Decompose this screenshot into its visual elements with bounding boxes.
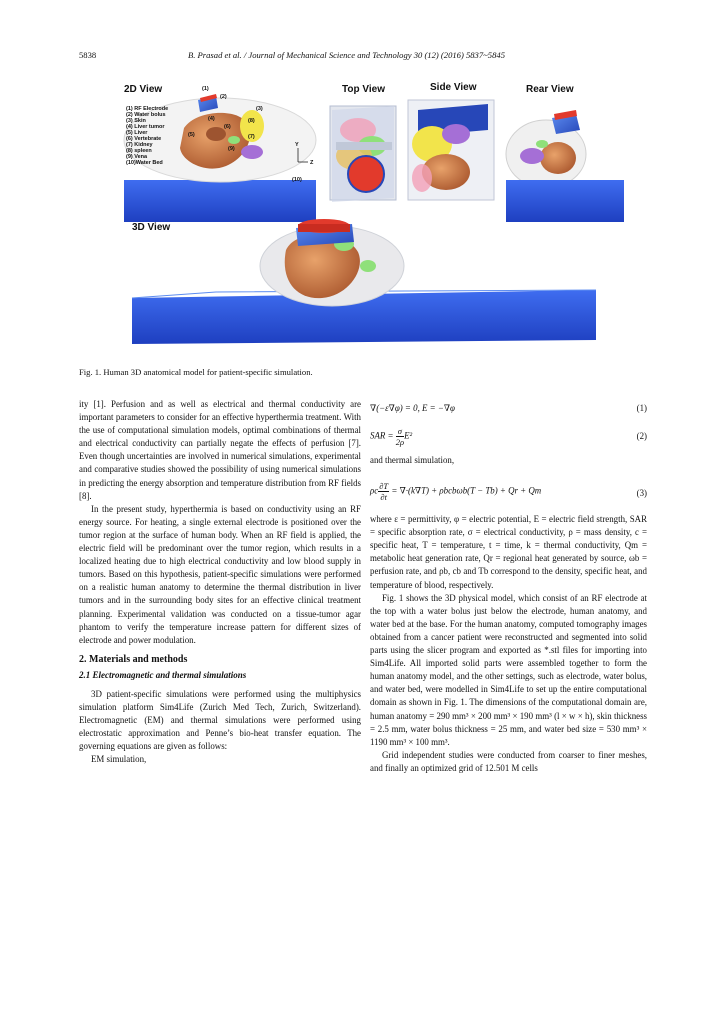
left-column	[79, 398, 361, 767]
callout-4: (4)	[208, 116, 215, 122]
callout-6: (6)	[224, 124, 231, 130]
rear-view-spleen	[520, 148, 544, 164]
callout-3: (3)	[256, 106, 263, 112]
water-bed-rear	[506, 180, 624, 222]
top-view-electrode	[348, 156, 384, 192]
page-number: 5838	[79, 50, 97, 60]
callout-8: (8)	[248, 118, 255, 124]
equation-1: ∇(−ε∇φ) = 0, E = −∇φ (1)	[370, 403, 647, 413]
svg-text:(9) Vena: (9) Vena	[126, 154, 148, 160]
equation-3: ρc $\frac{\partial T}{\partial t}$ = ∇·(k∇T) + ρbcbωb(T − Tb) + Qr + Qm (3)	[370, 481, 647, 503]
right-paragraph-1: where ε = permittivity, φ = electric potential, E = electric field strength, SAR = specific absorption rate, σ = electrical conductivity, ρ = mass density, c = specific heat, T = temperature, t = time, k = thermal conductivity, Qm = metabolic heat generation rate, Qr = regional heat generated by source, ωb = perfusion rate, and ρb, cb and Tb correspond to the density, specific heat, and temperature of blood, respectively.	[370, 514, 647, 590]
svg-text:(1) RF Electrode: (1) RF Electrode	[126, 106, 169, 112]
running-title: B. Prasad et al. / Journal of Mechanical Science and Technology 30 (12) (2016) 5837~5845	[188, 50, 505, 60]
equation-2: SAR = $\frac{\sigma}{2\rho}$ E² (2)	[370, 426, 647, 447]
label-3d-view: 3D View	[132, 222, 171, 233]
left-paragraph-2: In the present study, hyperthermia is based on conductivity using an RF energy source. For heating, a single external electrode is positioned over the tumor region at the surface of human body. When an RF field is applied, the electric field will be predominant over the tumor region, which results in a localized heating due to high electrical conductivity and low blood supply in tumors. Based on this hypothesis, patient-specific simulations were performed on a realistic human anatomy to determine the thermal distribution in liver tumors and in the surrounding body sites for an effective clinical treatment planning. Experimental validation was conducted on a tissue-tumor agar phantom to verify the temperature increase pattern for different sizes of electrode and power modulation.	[79, 503, 361, 645]
spleen-2d	[241, 145, 263, 159]
section-heading: 2. Materials and methods	[79, 653, 188, 665]
svg-text:(10)Water Bed: (10)Water Bed	[126, 160, 163, 166]
left-paragraph-4: EM simulation,	[91, 754, 147, 765]
side-view-spleen	[442, 124, 470, 144]
right-column	[370, 398, 647, 775]
water-bed-2d	[124, 180, 316, 222]
svg-text:(5) Liver: (5) Liver	[126, 130, 148, 136]
svg-text:(6) Vertebrate: (6) Vertebrate	[126, 136, 162, 142]
tumor-2d	[206, 127, 226, 141]
label-side-view: Side View	[430, 82, 477, 93]
svg-text:(7) Kidney: (7) Kidney	[126, 142, 153, 148]
vena-2d	[228, 136, 240, 144]
svg-text:Y: Y	[295, 142, 299, 148]
figure-1	[96, 70, 624, 344]
svg-text:(4) Liver tumor: (4) Liver tumor	[126, 124, 165, 130]
callout-5: (5)	[188, 132, 195, 138]
callout-7: (7)	[248, 134, 255, 140]
left-paragraph-1: ity [1]. Perfusion and as well as electrical and thermal conductivity are important parameters to consider for an effective hyperthermia treatment. With the use of computational simulation models, optimal combinations of thermal and electrical conductivity can partially negate the effects of perfusion [7]. Even though uncertainties are involved in numerical simulations, experimental and comparative studies showed the possibility of using numerical simulations in predicting the energy absorption and temperature distribution from RF fields [8].	[79, 399, 361, 501]
label-rear-view: Rear View	[526, 84, 574, 95]
callout-2: (2)	[220, 94, 227, 100]
left-paragraph-3: 3D patient-specific simulations were performed using the multiphysics simulation platform Sim4Life (Zurich Med Tech, Zurich, Switzerland). Electromagnetic (EM) and thermal simulations were performed using electrostatic approximation and Penne’s bio-heat transfer equation. The governing equations are given as follows:	[79, 688, 361, 752]
right-paragraph-2: Fig. 1 shows the 3D physical model, which consist of an RF electrode at the top with a water bolus just below the electrode, human anatomy, and water bed at the base. For the human anatomy, computed tomography images obtained from a cancer patient were reconstructed and segmented into solid parts using the slicer program and exported as *.stl files for importing into Sim4Life. All imported solid parts were assembled together to form the human anatomy model, and the other settings, such as electrode, water bolus, and water bed, were modelled in Sim4Life to set up the entire computational domain as shown in Fig. 1. The dimensions of the computational domain are, human anatomy = 290 mm³ × 200 mm³ × 190 mm³ (l × w × h), skin thickness = 2.5 mm, water bolus thickness = 25 mm, and water bed size = 530 mm³ × 1190 mm³ × 100 mm³.	[370, 592, 647, 747]
label-top-view: Top View	[342, 84, 385, 95]
subsection-heading: 2.1 Electromagnetic and thermal simulations	[79, 669, 247, 680]
right-paragraph-3: Grid independent studies were conducted from coarser to finer meshes, and finally an optimized grid of 12.501 M cells	[370, 749, 647, 773]
thermal-intro: and thermal simulation,	[370, 455, 455, 465]
label-2d-view: 2D View	[124, 84, 163, 95]
callout-1: (1)	[202, 86, 209, 92]
callout-9: (9)	[228, 146, 235, 152]
figure-caption: Fig. 1. Human 3D anatomical model for patient-specific simulation.	[79, 367, 313, 377]
svg-text:(2) Water bolus: (2) Water bolus	[126, 112, 166, 118]
svg-text:(3) Skin: (3) Skin	[126, 118, 146, 124]
svg-text:Z: Z	[310, 160, 314, 166]
svg-text:(8) spleen: (8) spleen	[126, 148, 152, 154]
callout-10: (10)	[292, 177, 302, 183]
